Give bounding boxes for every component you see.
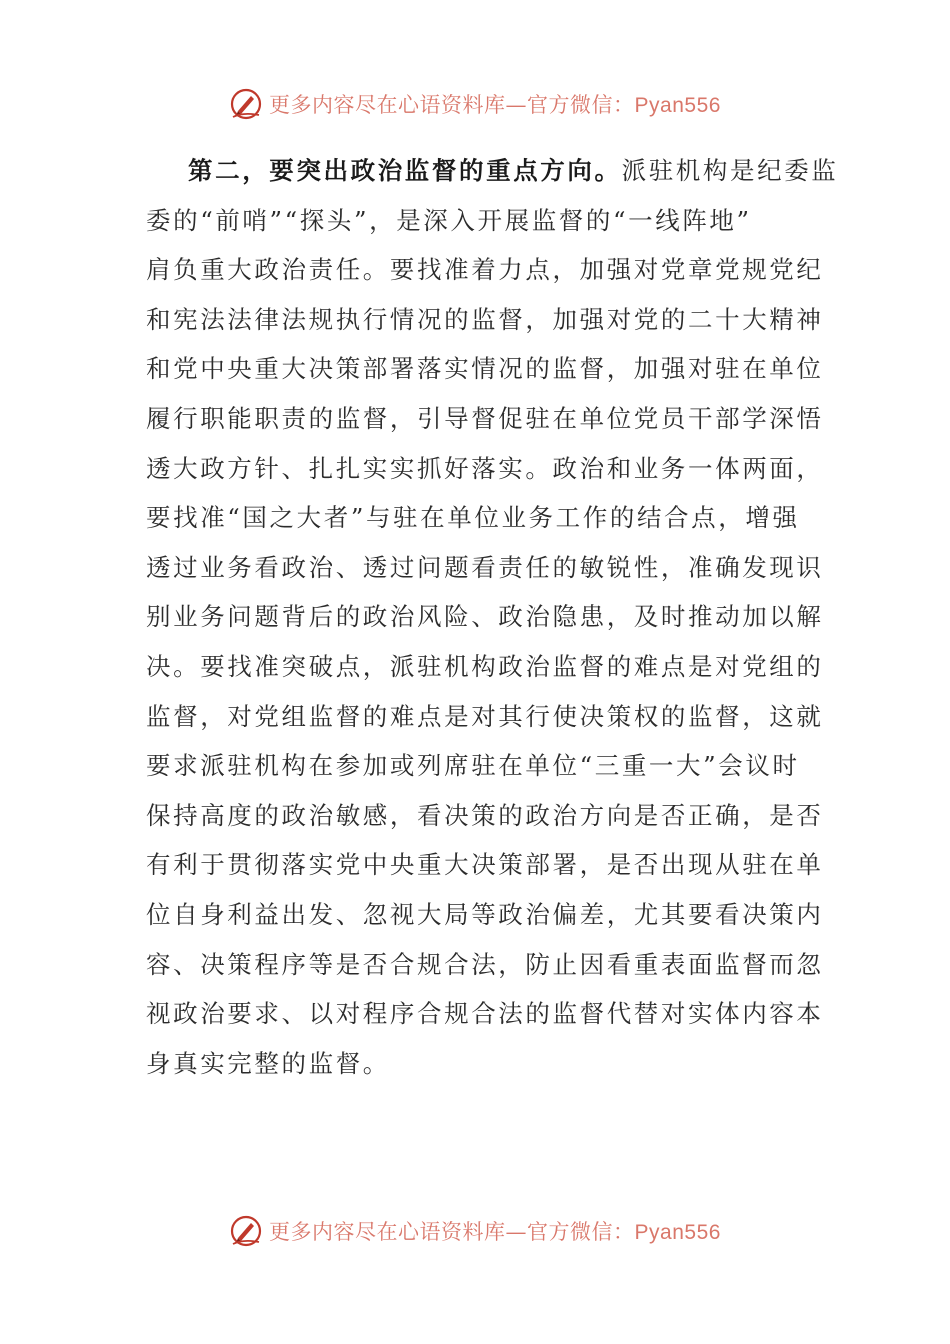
watermark-dash: — — [505, 1220, 528, 1244]
paragraph-line: 和党中央重大决策部署落实情况的监督，加强对驻在单位 — [146, 354, 824, 384]
paragraph-line: 监督，对党组监督的难点是对其行使决策权的监督，这就 — [146, 701, 824, 731]
footer-watermark — [0, 1211, 950, 1251]
line-text: 派驻机构是纪委监 — [621, 156, 839, 185]
article-body — [146, 146, 839, 1088]
watermark-site-text: 更多内容尽在心语资料库 — [269, 1220, 506, 1244]
paragraph-line: 有利于贯彻落实党中央重大决策部署，是否出现从驻在单 — [146, 850, 824, 880]
watermark-text — [269, 1216, 721, 1246]
pen-in-circle-icon — [229, 1214, 263, 1248]
paragraph-line: 视政治要求、以对程序合规合法的监督代替对实体内容本 — [146, 999, 824, 1029]
paragraph-line: 身真实完整的监督。 — [146, 1048, 390, 1078]
watermark-wechat-id: Pyan556 — [634, 1221, 721, 1244]
watermark-wechat-label: 官方微信： — [527, 1220, 635, 1244]
paragraph-line: 履行职能职责的监督，引导督促驻在单位党员干部学深悟 — [146, 403, 824, 433]
watermark-site-text: 更多内容尽在心语资料库 — [269, 93, 506, 117]
header-watermark — [0, 84, 950, 124]
paragraph-line: 肩负重大政治责任。要找准着力点，加强对党章党规党纪 — [146, 255, 824, 285]
paragraph-line: 委的“前哨”“探头”，是深入开展监督的“一线阵地” — [146, 205, 752, 235]
watermark-wechat-label: 官方微信： — [527, 93, 635, 117]
paragraph-line: 要求派驻机构在参加或列席驻在单位“三重一大”会议时 — [146, 751, 800, 781]
section-heading: 第二，要突出政治监督的重点方向。 — [188, 156, 622, 185]
paragraph-line: 别业务问题背后的政治风险、政治隐患，及时推动加以解 — [146, 602, 824, 632]
paragraph-line: 容、决策程序等是否合规合法，防止因看重表面监督而忽 — [146, 949, 824, 979]
paragraph-line — [146, 146, 839, 196]
paragraph-line: 透大政方针、扎扎实实抓好落实。政治和业务一体两面， — [146, 453, 824, 483]
pen-in-circle-icon — [229, 87, 263, 121]
paragraph-line: 和宪法法律法规执行情况的监督，加强对党的二十大精神 — [146, 304, 824, 334]
paragraph-line: 决。要找准突破点，派驻机构政治监督的难点是对党组的 — [146, 651, 824, 681]
watermark-text — [269, 89, 721, 119]
paragraph-line: 保持高度的政治敏感，看决策的政治方向是否正确，是否 — [146, 800, 824, 830]
paragraph-line: 透过业务看政治、透过问题看责任的敏锐性，准确发现识 — [146, 552, 824, 582]
watermark-dash: — — [505, 93, 528, 117]
paragraph-line: 位自身利益出发、忽视大局等政治偏差，尤其要看决策内 — [146, 899, 824, 929]
watermark-wechat-id: Pyan556 — [634, 94, 721, 117]
paragraph-line: 要找准“国之大者”与驻在单位业务工作的结合点，增强 — [146, 503, 800, 533]
